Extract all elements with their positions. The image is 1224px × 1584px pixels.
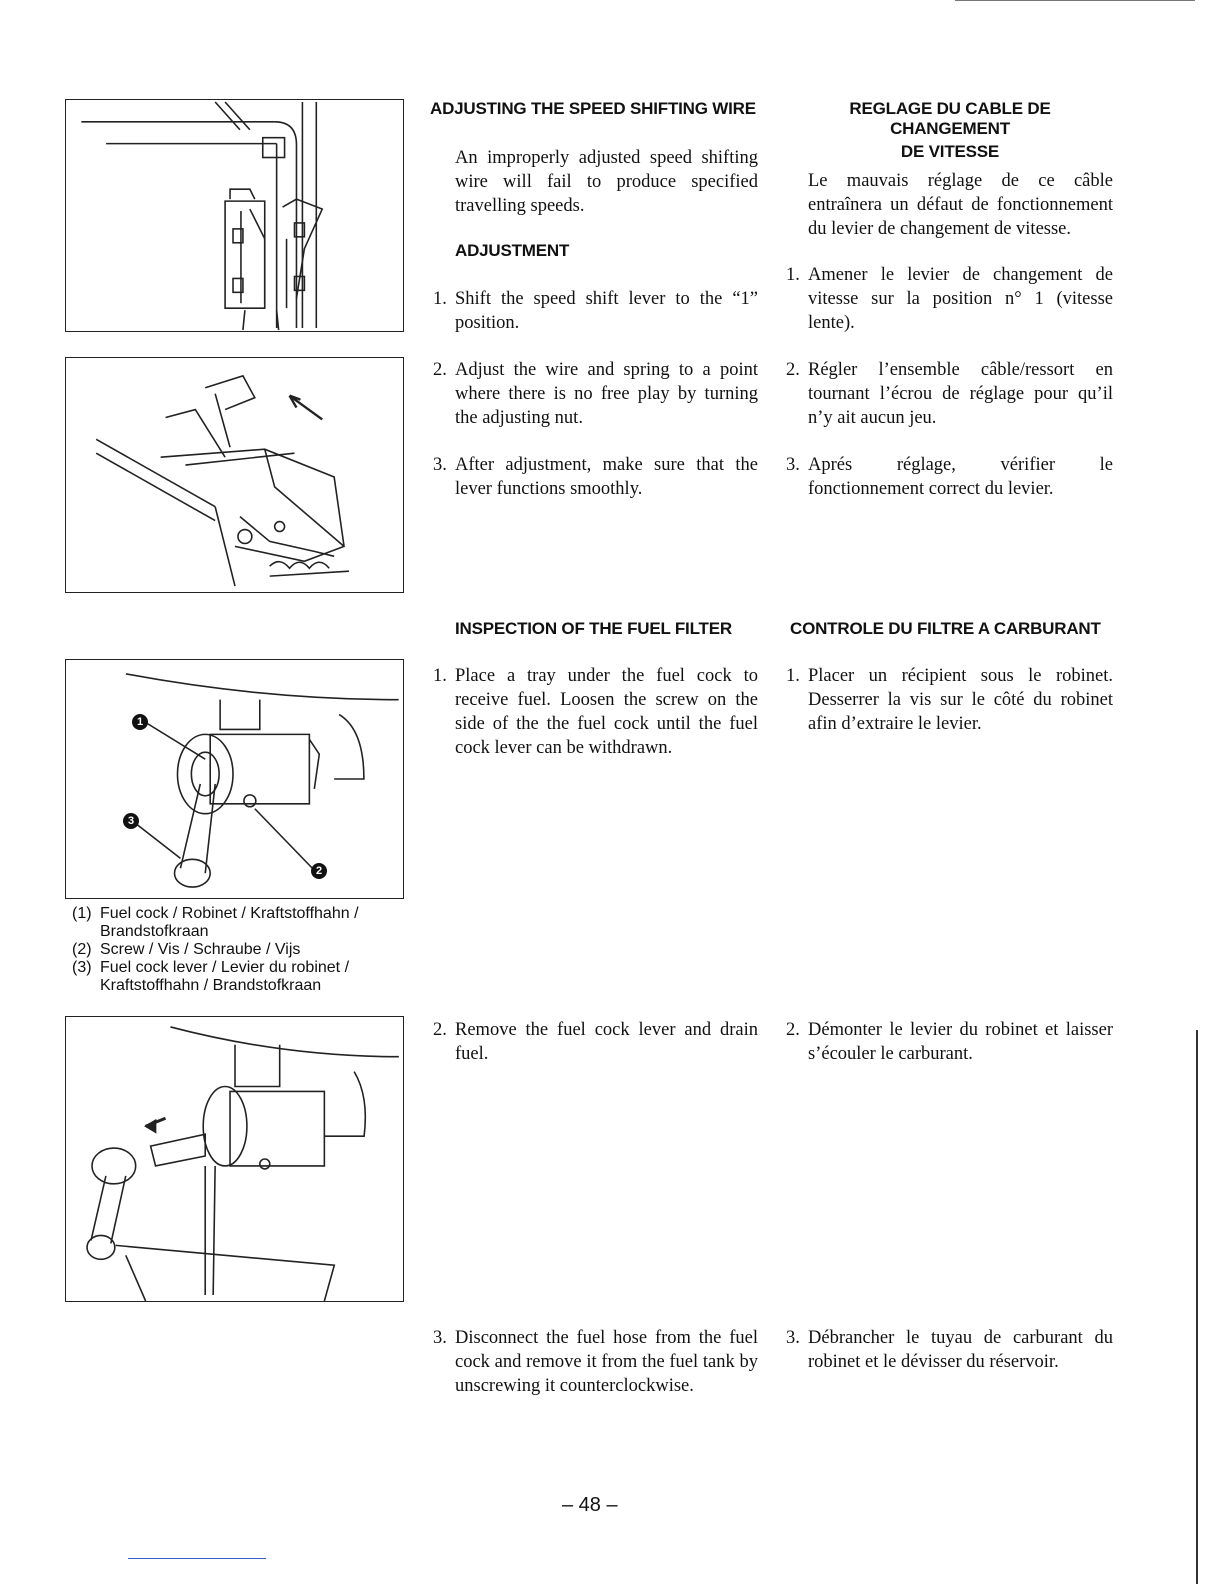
marker-3: 3 [123, 813, 139, 829]
en-step-1: 1. Shift the speed shift lever to the “1” position. [433, 289, 758, 333]
scan-bottom-link-line [128, 1558, 266, 1559]
marker-1: 1 [132, 714, 148, 730]
en-step-2: 2. Adjust the wire and spring to a point where there is no free play by turning the adjusting nut. [433, 360, 758, 428]
figure-speed-lever-side [65, 357, 404, 593]
en-step-3: 3. After adjustment, make sure that the lever functions smoothly. [433, 455, 758, 499]
fr-title-speed-wire-line2: DE VITESSE [900, 142, 1000, 161]
fr-intro-speed-wire: Le mauvais réglage de ce câble entraînera un défaut de fonctionnement du levier de changement de vitesse. [808, 171, 1113, 239]
page-number: – 48 – [562, 1494, 618, 1516]
fr-step-1: 1. Amener le levier de changement de vitesse sur la position n° 1 (vitesse lente). [786, 265, 1113, 333]
en-intro-speed-wire: An improperly adjusted speed shifting wire will fail to produce specified travelling speeds. [455, 148, 758, 216]
figure-speed-lever-top [65, 99, 404, 332]
fr-title-fuel-filter: CONTROLE DU FILTRE A CARBURANT [790, 619, 1101, 638]
figure-fuel-cock [65, 659, 404, 899]
en-title-fuel-filter: INSPECTION OF THE FUEL FILTER [455, 619, 732, 638]
fr-fuel-step-1: 1. Placer un récipient sous le robinet. Desserrer la vis sur le côté du robinet afin d’extraire le levier. [786, 666, 1113, 734]
en-title-speed-wire: ADJUSTING THE SPEED SHIFTING WIRE [430, 99, 756, 118]
fr-fuel-step-2: 2. Démonter le levier du robinet et laisser s’écouler le carburant. [786, 1020, 1113, 1064]
en-fuel-step-1: 1. Place a tray under the fuel cock to receive fuel. Loosen the screw on the side of the the fuel cock until the fuel cock lever can be withdrawn. [433, 666, 758, 758]
en-fuel-step-2: 2. Remove the fuel cock lever and drain fuel. [433, 1020, 758, 1064]
scan-top-line [955, 0, 1195, 1]
figure-fuel-drain [65, 1016, 404, 1302]
scan-right-edge [1196, 1030, 1198, 1584]
fr-step-3: 3. Aprés réglage, vérifier le fonctionnement correct du levier. [786, 455, 1113, 499]
en-subtitle-adjustment: ADJUSTMENT [455, 241, 570, 260]
fr-title-speed-wire-line1: REGLAGE DU CABLE DE CHANGEMENT [849, 99, 1051, 138]
fr-step-2: 2. Régler l’ensemble câble/ressort en tournant l’écrou de réglage pour qu’il n’y ait aucun jeu. [786, 360, 1113, 428]
marker-2: 2 [311, 863, 327, 879]
fr-fuel-step-3: 3. Débrancher le tuyau de carburant du robinet et le dévisser du réservoir. [786, 1328, 1113, 1372]
en-fuel-step-3: 3. Disconnect the fuel hose from the fuel cock and remove it from the fuel tank by unscrewing it counterclockwise. [433, 1328, 758, 1396]
figure-caption: (1) Fuel cock / Robinet / Kraftstoffhahn / Brandstofkraan (2) Screw / Vis / Schraube / Vijs (3) Fuel cock lever / Levier du robinet / Kraftstoffhahn / Brandstofkraan [72, 905, 359, 994]
